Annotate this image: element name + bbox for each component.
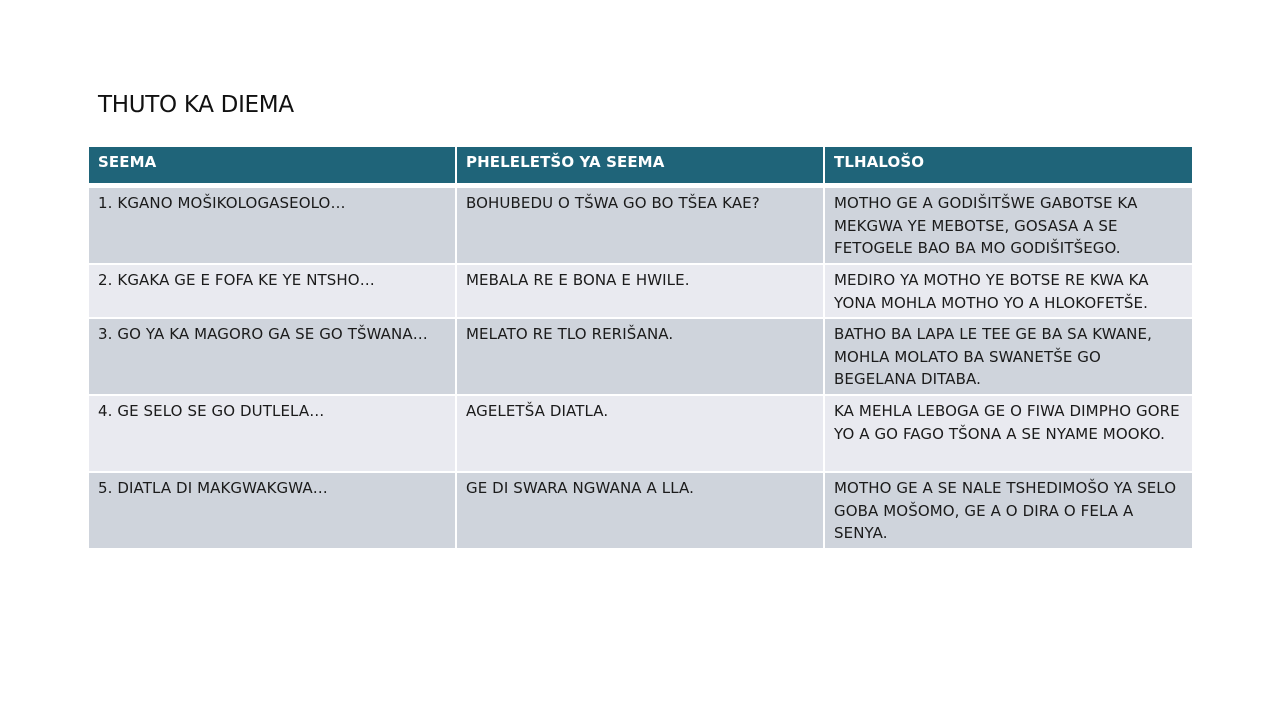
header-pheleletso: PHELELETŠO YA SEEMA bbox=[457, 147, 823, 183]
cell-seema: 4. GE SELO SE GO DUTLELA… bbox=[89, 396, 455, 471]
cell-seema: 2. KGAKA GE E FOFA KE YE NTSHO… bbox=[89, 265, 455, 317]
cell-tlhaloso: BATHO BA LAPA LE TEE GE BA SA KWANE, MOHLA MOLATO BA SWANETŠE GO BEGELANA DITABA. bbox=[825, 319, 1192, 394]
proverbs-table bbox=[89, 147, 1192, 548]
header-divider bbox=[89, 185, 1192, 186]
cell-seema: 1. KGANO MOŠIKOLOGASEOLO… bbox=[89, 188, 455, 263]
cell-pheleletso: MELATO RE TLO RERIŠANA. bbox=[457, 319, 823, 394]
cell-tlhaloso: MEDIRO YA MOTHO YE BOTSE RE KWA KA YONA MOHLA MOTHO YO A HLOKOFETŠE. bbox=[825, 265, 1192, 317]
cell-seema: 3. GO YA KA MAGORO GA SE GO TŠWANA… bbox=[89, 319, 455, 394]
slide-title: THUTO KA DIEMA bbox=[98, 92, 294, 118]
cell-tlhaloso: MOTHO GE A GODIŠITŠWE GABOTSE KA MEKGWA YE MEBOTSE, GOSASA A SE FETOGELE BAO BA MO GODIŠITŠEGO. bbox=[825, 188, 1192, 263]
cell-tlhaloso: KA MEHLA LEBOGA GE O FIWA DIMPHO GORE YO A GO FAGO TŠONA A SE NYAME MOOKO. bbox=[825, 396, 1192, 471]
cell-tlhaloso: MOTHO GE A SE NALE TSHEDIMOŠO YA SELO GOBA MOŠOMO, GE A O DIRA O FELA A SENYA. bbox=[825, 473, 1192, 548]
cell-pheleletso: AGELETŠA DIATLA. bbox=[457, 396, 823, 471]
cell-pheleletso: BOHUBEDU O TŠWA GO BO TŠEA KAE? bbox=[457, 188, 823, 263]
cell-seema: 5. DIATLA DI MAKGWAKGWA… bbox=[89, 473, 455, 548]
header-tlhaloso: TLHALOŠO bbox=[825, 147, 1192, 183]
cell-pheleletso: MEBALA RE E BONA E HWILE. bbox=[457, 265, 823, 317]
header-seema: SEEMA bbox=[89, 147, 455, 183]
cell-pheleletso: GE DI SWARA NGWANA A LLA. bbox=[457, 473, 823, 548]
